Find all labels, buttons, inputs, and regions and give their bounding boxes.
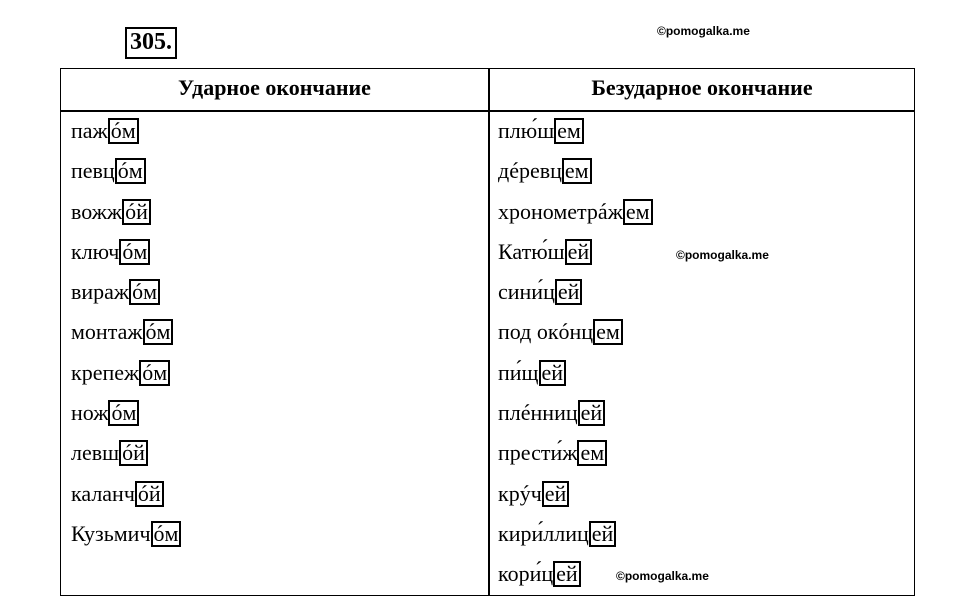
word-row (498, 394, 653, 434)
watermark: ©pomogalka.me (676, 248, 769, 262)
stressed-column (71, 112, 181, 555)
word-ending: ей (539, 360, 567, 386)
word-row (498, 515, 653, 555)
word-row (71, 233, 181, 273)
word-stem: крýч (498, 480, 542, 506)
word-stem: плю́ш (498, 118, 555, 143)
word-ending: óм (151, 521, 182, 547)
word-ending: óм (108, 400, 139, 426)
endings-table (60, 68, 915, 596)
word-row (71, 434, 181, 474)
header-stressed: Ударное окончание (178, 75, 371, 100)
word-row (71, 152, 181, 192)
word-stem: сини́ц (498, 279, 555, 305)
word-ending: ем (562, 158, 592, 184)
word-ending: óй (119, 440, 148, 466)
watermark: ©pomogalka.me (616, 569, 709, 583)
word-row (71, 475, 181, 515)
word-stem: хронометрáж (498, 198, 623, 224)
word-row (498, 555, 653, 595)
word-stem: под окóнц (498, 319, 594, 345)
word-row (71, 515, 181, 555)
word-ending: ем (623, 199, 653, 225)
word-ending: óм (129, 279, 160, 305)
word-stem: пи́щ (498, 359, 539, 385)
word-stem: ключ (71, 238, 120, 264)
word-ending: ей (578, 400, 606, 426)
word-stem: каланч (71, 480, 135, 506)
word-stem: крепеж (71, 359, 140, 385)
word-stem: кири́ллиц (498, 520, 589, 546)
word-row (71, 273, 181, 313)
word-ending: ей (555, 279, 583, 305)
word-stem: вожж (71, 198, 123, 224)
header-unstressed: Безударное окончание (591, 75, 813, 100)
word-ending: óй (122, 199, 151, 225)
word-row (498, 152, 653, 192)
word-stem: плéнниц (498, 400, 578, 426)
word-row (71, 354, 181, 394)
word-row (498, 273, 653, 313)
word-stem: монтаж (71, 319, 143, 345)
word-stem: нож (71, 400, 109, 426)
word-ending: ем (593, 319, 623, 345)
word-stem: вираж (71, 279, 130, 305)
word-ending: óм (108, 118, 139, 144)
word-ending: ей (542, 481, 570, 507)
word-row (71, 193, 181, 233)
word-row (71, 394, 181, 434)
word-row (498, 112, 653, 152)
word-row (71, 112, 181, 152)
word-ending: óй (135, 481, 164, 507)
word-row (498, 193, 653, 233)
word-stem: певц (71, 158, 115, 184)
word-ending: óм (115, 158, 146, 184)
unstressed-column (498, 112, 653, 596)
exercise-number: 305. (125, 27, 177, 59)
word-row (498, 434, 653, 474)
word-ending: ей (589, 521, 617, 547)
word-ending: ей (553, 561, 581, 587)
word-row (498, 354, 653, 394)
word-stem: Кузьмич (71, 520, 151, 546)
word-ending: ем (554, 118, 584, 144)
word-stem: Катю́ш (498, 238, 565, 264)
word-stem: левш (71, 440, 120, 466)
word-stem: паж (71, 118, 108, 143)
watermark: ©pomogalka.me (657, 24, 750, 38)
word-row (498, 475, 653, 515)
word-row (71, 313, 181, 353)
header-divider (61, 110, 914, 112)
word-ending: óм (143, 319, 174, 345)
word-row (498, 233, 653, 273)
word-stem: прести́ж (498, 440, 578, 466)
word-stem: дéревц (498, 158, 562, 184)
word-stem: кори́ц (498, 561, 554, 587)
word-ending: ей (565, 239, 593, 265)
word-ending: óм (119, 239, 150, 265)
word-ending: ем (577, 440, 607, 466)
column-divider (488, 69, 490, 595)
word-ending: óм (139, 360, 170, 386)
word-row (498, 313, 653, 353)
